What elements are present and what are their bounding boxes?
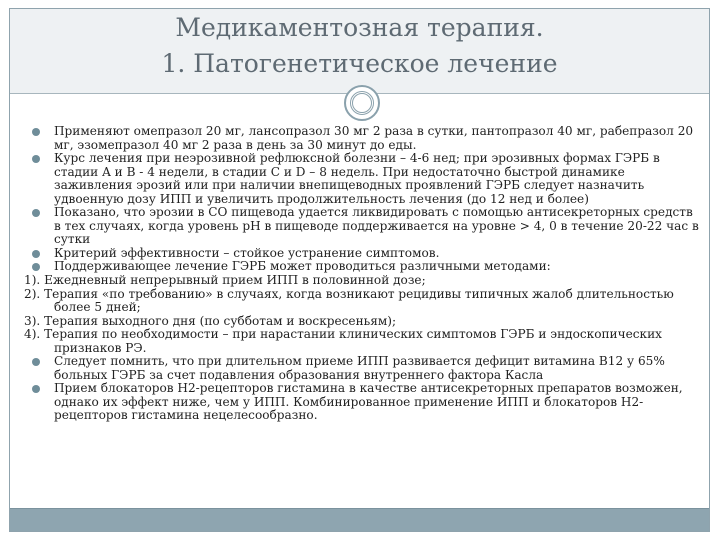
list-item: Следует помнить, что при длительном приеме ИПП развивается дефицит витамина B12 у 65% больных ГЭРБ за счет подавления образования внутреннего фактора Касла (24, 355, 699, 382)
bullet-icon (32, 250, 40, 258)
list-item: Поддерживающее лечение ГЭРБ может проводиться различными методами: (24, 260, 699, 274)
slide (9, 8, 710, 532)
slide-subtitle: 1. Патогенетическое лечение (161, 49, 558, 78)
list-item: Применяют омепразол 20 мг, лансопразол 30 мг 2 раза в сутки, пантопразол 40 мг, рабепразол 20 мг, эзомепразол 40 мг 2 раза в день за 30 минут до еды. (24, 125, 699, 152)
numbered-item: 2). Терапия «по требованию» в случаях, когда возникают рецидивы типичных жалоб длительностью более 5 дней; (24, 286, 674, 315)
slide-footer-bar (10, 508, 709, 531)
bullet-icon (32, 358, 40, 366)
list-item: Курс лечения при неэрозивной рефлюксной болезни – 4-6 нед; при эрозивных формах ГЭРБ в стадии A и B - 4 недели, в стадии C и D – 8 недель. При недостаточно быстрой динамике заживления эрозий или при наличии внепищеводных проявлений ГЭРБ следует назначить удвоенную дозу ИПП и увеличить продолжительность лечения (до 12 нед и более) (24, 152, 699, 206)
list-item: Критерий эффективности – стойкое устранение симптомов. (24, 247, 699, 261)
bullet-icon (32, 209, 40, 217)
numbered-item: 4). Терапия по необходимости – при нарастании клинических симптомов ГЭРБ и эндоскопических признаков РЭ. (24, 327, 662, 355)
list-item: Показано, что эрозии в СО пищевода удается ликвидировать с помощью антисекреторных средств в тех случаях, когда уровень рН в пищеводе поддерживается на уровне > 4, 0 в течение 20-22 час в сутки (24, 206, 699, 247)
bullet-icon (32, 385, 40, 393)
slide-body (24, 125, 699, 423)
slide-header (10, 9, 709, 94)
bullet-icon (32, 128, 40, 136)
bullet-icon (32, 155, 40, 163)
numbered-item: 3). Терапия выходного дня (по субботам и воскресеньям); (24, 313, 397, 328)
slide-title: Медикаментозная терапия. (175, 13, 544, 42)
numbered-item: 1). Ежедневный непрерывный прием ИПП в половинной дозе; (24, 273, 426, 288)
circle-ornament-icon (344, 85, 380, 121)
list-item: Прием блокаторов Н2-рецепторов гистамина в качестве антисекреторных препаратов возможен, однако их эффект ниже, чем у ИПП. Комбинированное применение ИПП и блокаторов Н2-рецепторов гистамина нецелесообразно. (24, 382, 699, 423)
bullet-icon (32, 263, 40, 271)
